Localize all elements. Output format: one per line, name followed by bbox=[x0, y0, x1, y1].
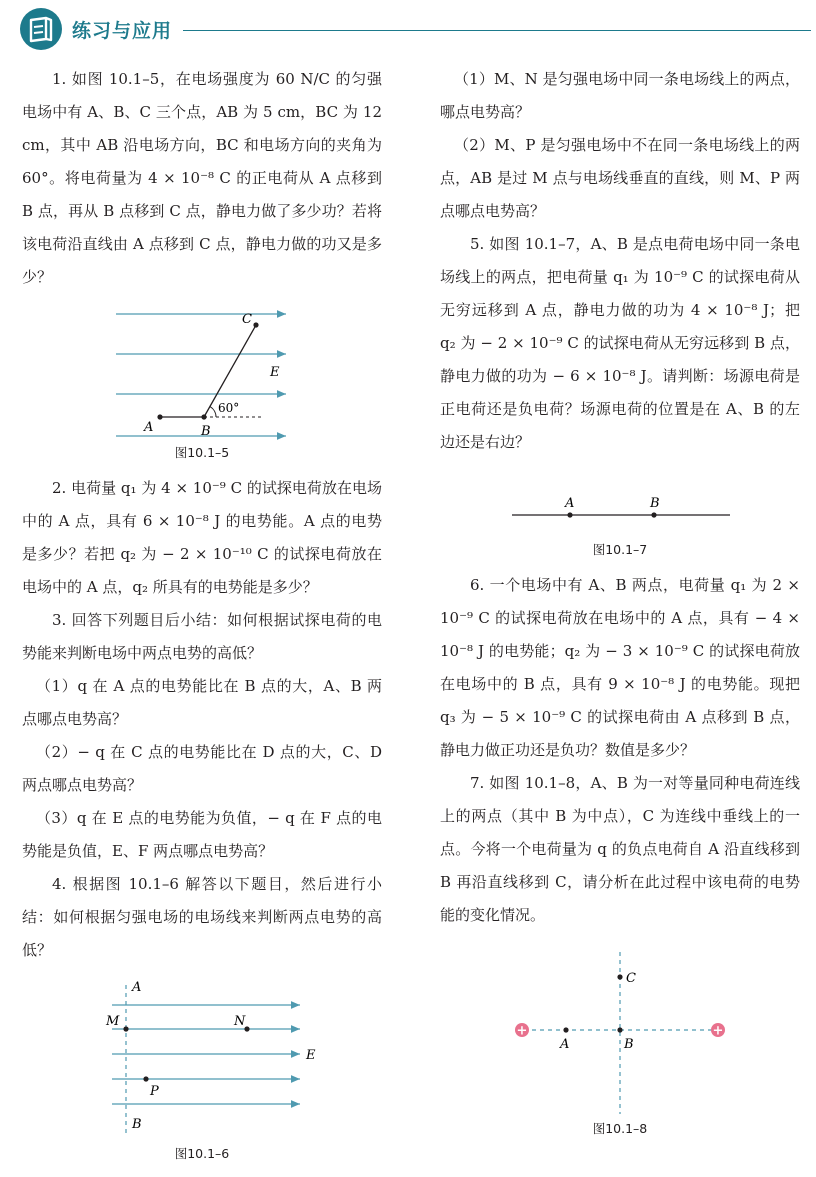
question-4-part-2: （2）M、P 是匀强电场中不在同一条电场线上的两点，AB 是过 M 点与电场线垂直的直线，则 M、P 两点哪点电势高？ bbox=[440, 136, 800, 220]
question-2: 2. 电荷量 q₁ 为 4 × 10⁻⁹ C 的试探电荷放在电场中的 A 点，具有 6 × 10⁻⁸ J 的电势能。A 点的电势是多少？若把 q₂ 为 − 2 × 10⁻¹⁰ C 的试探电荷放在电场中的 A 点，q₂ 所具有的电势能是多少？ bbox=[22, 479, 382, 596]
point-c bbox=[617, 974, 622, 979]
charge-sign: + bbox=[712, 1023, 724, 1039]
question-4-part-1: （1）M、N 是匀强电场中同一条电场线上的两点，哪点电势高？ bbox=[440, 70, 800, 121]
angle-arc bbox=[210, 407, 216, 417]
label-e: E bbox=[270, 365, 280, 380]
header-rule bbox=[183, 30, 811, 31]
right-column bbox=[440, 60, 800, 1154]
figure-10-1-8 bbox=[440, 944, 800, 1154]
figure-10-1-6 bbox=[22, 977, 382, 1177]
label-c: C bbox=[626, 971, 636, 986]
label-b: B bbox=[132, 1117, 142, 1132]
label-a: A bbox=[132, 980, 142, 995]
figure-caption: 图10.1–6 bbox=[174, 1146, 230, 1161]
question-1: 1. 如图 10.1–5，在电场强度为 60 N/C 的匀强电场中有 A、B、C 三个点，AB 为 5 cm，BC 为 12 cm，其中 AB 沿电场方向，BC 和电场方向的夹角为 60°。将电荷量为 4 × 10⁻⁸ C 的正电荷从 A 点移到 B 点，再从 B 点移到 C 点，静电力做了多少功？若将该电荷沿直线由 A 点移到 C 点，静电力做的功又是多少？ bbox=[22, 70, 382, 286]
label-c: C bbox=[242, 312, 252, 327]
label-p: P bbox=[150, 1084, 159, 1099]
question-5: 5. 如图 10.1–7，A、B 是点电荷电场中同一条电场线上的两点，把电荷量 q₁ 为 10⁻⁹ C 的试探电荷从无穷远移到 A 点，静电力做的功为 4 × 10⁻⁸ J；把 q₂ 为 − 2 × 10⁻⁹ C 的试探电荷从无穷远移到 B 点，静电力做的功为 − 6 × 10⁻⁸ J。请判断：场源电荷是正电荷还是负电荷？场源电荷的位置是在 A、B 的左边还是右边？ bbox=[440, 235, 800, 451]
question-3-part-2: （2）− q 在 C 点的电势能比在 D 点的大，C、D 两点哪点电势高？ bbox=[22, 743, 382, 794]
point-a bbox=[157, 414, 162, 419]
question-3-part-3: （3）q 在 E 点的电势能为负值，− q 在 F 点的电势能是负值，E、F 两点哪点电势高？ bbox=[22, 809, 382, 860]
point-b bbox=[201, 414, 206, 419]
angle-label: 60° bbox=[218, 401, 240, 415]
question-4: 4. 根据图 10.1–6 解答以下题目，然后进行小结：如何根据匀强电场的电场线来判断两点电势的高低？ bbox=[22, 875, 382, 959]
label-e: E bbox=[306, 1048, 316, 1063]
figure-caption: 图10.1–8 bbox=[592, 1121, 648, 1136]
label-b: B bbox=[201, 424, 211, 439]
charge-sign: + bbox=[516, 1023, 528, 1039]
left-column bbox=[22, 60, 382, 1177]
label-a: A bbox=[144, 420, 154, 435]
question-7: 7. 如图 10.1–8，A、B 为一对等量同种电荷连线上的两点（其中 B 为中点），C 为连线中垂线上的一点。今将一个电荷量为 q 的负点电荷自 A 沿直线移到 B 再沿直线移到 C，请分析在此过程中该电荷的电势能的变化情况。 bbox=[440, 774, 800, 924]
question-3: 3. 回答下列题目后小结：如何根据试探电荷的电势能来判断电场中两点电势的高低？ bbox=[22, 611, 382, 662]
label-n: N bbox=[234, 1014, 246, 1029]
point-a bbox=[567, 512, 572, 517]
label-b: B bbox=[624, 1037, 634, 1052]
point-m bbox=[123, 1026, 128, 1031]
point-c bbox=[253, 322, 258, 327]
section-header bbox=[0, 0, 816, 60]
question-3-part-1: （1）q 在 A 点的电势能比在 B 点的大，A、B 两点哪点电势高？ bbox=[22, 677, 382, 728]
section-title: 练习与应用 bbox=[72, 20, 173, 42]
exercise-book-icon bbox=[20, 8, 62, 50]
label-b: B bbox=[650, 496, 660, 511]
point-a bbox=[563, 1027, 568, 1032]
point-p bbox=[143, 1076, 148, 1081]
figure-caption: 图10.1–5 bbox=[174, 445, 230, 460]
label-m: M bbox=[106, 1014, 120, 1029]
figure-caption: 图10.1–7 bbox=[592, 542, 648, 557]
label-a: A bbox=[565, 496, 575, 511]
figure-10-1-5 bbox=[22, 294, 382, 466]
question-6: 6. 一个电场中有 A、B 两点，电荷量 q₁ 为 2 × 10⁻⁹ C 的试探电荷放在电场中的 A 点，具有 − 4 × 10⁻⁸ J 的电势能；q₂ 为 − 3 × 10⁻⁹ C 的试探电荷放在电场中的 B 点，具有 9 × 10⁻⁸ J 的电势能。现把 q₃ 为 − 5 × 10⁻⁹ C 的试探电荷由 A 点移到 B 点，静电力做正功还是负功？数值是多少？ bbox=[440, 576, 800, 759]
figure-10-1-7 bbox=[440, 459, 800, 559]
point-b bbox=[651, 512, 656, 517]
point-b bbox=[617, 1027, 622, 1032]
label-a: A bbox=[560, 1037, 570, 1052]
